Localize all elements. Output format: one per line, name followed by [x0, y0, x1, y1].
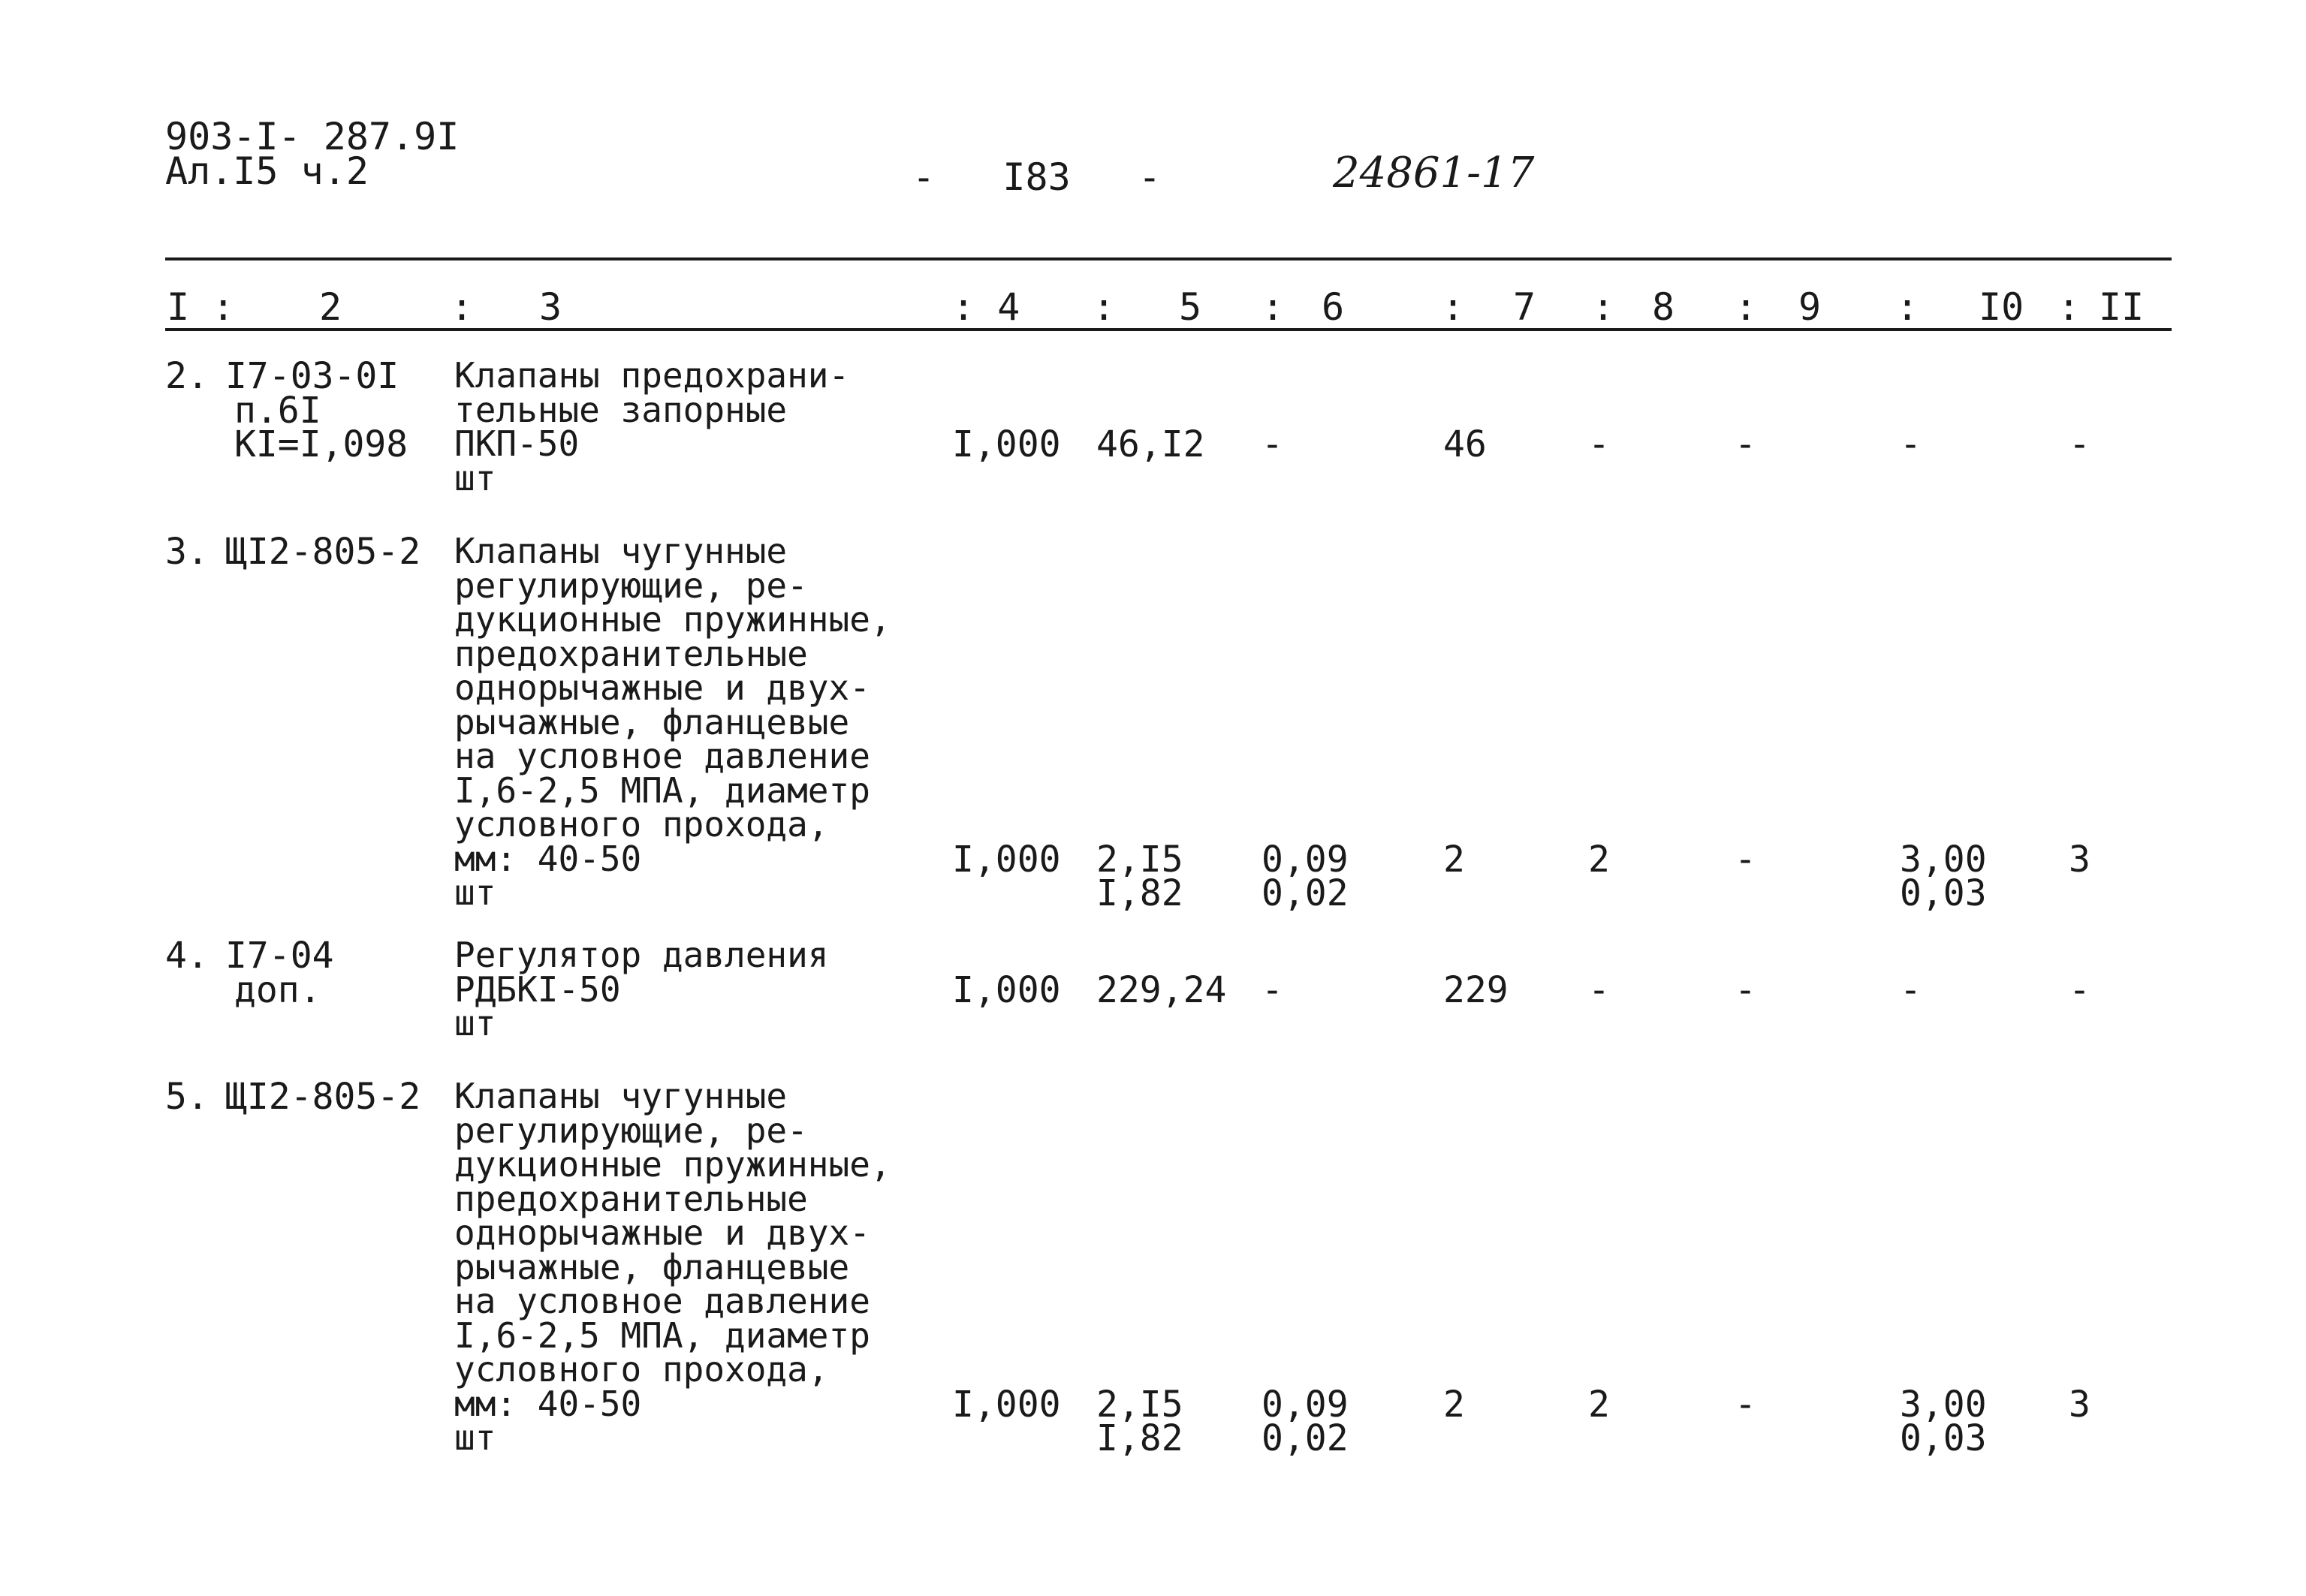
col8-cell: 2	[1588, 1383, 1610, 1426]
col6-cell: 0,09	[1262, 1383, 1349, 1426]
column-header: 8	[1652, 285, 1675, 329]
norm-code: доп.	[234, 968, 321, 1011]
item-description-line: однорычажные и двух-	[454, 1212, 870, 1253]
col10-cell: -	[1900, 423, 1922, 465]
quantity-cell: I,000	[952, 968, 1061, 1011]
column-header: :	[1592, 285, 1615, 329]
item-description-line: шт	[454, 1003, 496, 1043]
price-cell: 2,I5	[1096, 838, 1183, 881]
price-cell: 229,24	[1096, 968, 1227, 1011]
col7-cell: 229	[1443, 968, 1509, 1011]
page-number: - I83 -	[912, 155, 1162, 199]
item-description-line: Регулятор давления	[454, 935, 829, 975]
row-number: 5.	[165, 1076, 209, 1118]
norm-code: I7-03-0I	[225, 355, 399, 397]
item-description-line: тельные запорные	[454, 389, 788, 430]
col6-cell: 0,02	[1262, 1417, 1349, 1459]
item-description-line: Клапаны предохрани-	[454, 355, 850, 396]
column-header: 3	[539, 285, 562, 329]
column-header: :	[1896, 285, 1919, 329]
item-description-line: дукционные пружинные,	[454, 1144, 891, 1185]
column-header: :	[451, 285, 474, 329]
col7-cell: 2	[1443, 1383, 1465, 1426]
item-description-line: предохранительные	[454, 1178, 808, 1219]
col8-cell: -	[1588, 968, 1610, 1011]
item-description-line: Клапаны чугунные	[454, 531, 788, 571]
price-cell: I,82	[1096, 1417, 1183, 1459]
col6-cell: 0,02	[1262, 872, 1349, 914]
norm-code: ЩI2-805-2	[225, 531, 421, 573]
col6-cell: 0,09	[1262, 838, 1349, 881]
norm-code: п.6I	[234, 389, 321, 432]
col7-cell: 46	[1443, 423, 1487, 465]
column-header: : 4	[952, 285, 1020, 329]
column-header: :	[2057, 285, 2081, 329]
item-description-line: I,6-2,5 МПА, диаметр	[454, 769, 870, 811]
item-description-line: шт	[454, 872, 496, 913]
handwritten-number: 24861-17	[1333, 149, 1535, 197]
quantity-cell: I,000	[952, 1383, 1061, 1426]
item-description-line: мм: 40-50	[454, 838, 642, 879]
item-description-line: РДБКI-50	[454, 968, 621, 1010]
item-description-line: предохранительные	[454, 633, 808, 674]
item-description-line: условного прохода,	[454, 804, 829, 845]
quantity-cell: I,000	[952, 838, 1061, 881]
column-header: 7	[1513, 285, 1536, 329]
row-number: 4.	[165, 935, 209, 977]
column-header: I0	[1979, 285, 2024, 329]
item-description-line: однорычажные и двух-	[454, 667, 870, 708]
col7-cell: 2	[1443, 838, 1465, 881]
item-description-line: I,6-2,5 МПА, диаметр	[454, 1314, 870, 1356]
col11-cell: 3	[2069, 1383, 2090, 1426]
price-cell: 2,I5	[1096, 1383, 1183, 1426]
document-code: 903-I- 287.9I	[165, 115, 460, 158]
column-header: I :	[167, 285, 235, 329]
col10-cell: 0,03	[1900, 872, 1987, 914]
item-description-line: дукционные пружинные,	[454, 599, 891, 640]
col6-cell: -	[1262, 968, 1283, 1011]
col10-cell: 3,00	[1900, 1383, 1987, 1426]
norm-code: I7-04	[225, 935, 334, 977]
column-header: 2	[319, 285, 342, 329]
quantity-cell: I,000	[952, 423, 1061, 465]
item-description-line: шт	[454, 1417, 496, 1458]
row-number: 3.	[165, 531, 209, 573]
item-description-line: регулирующие, ре-	[454, 565, 808, 606]
item-description-line: мм: 40-50	[454, 1383, 642, 1424]
price-cell: 46,I2	[1096, 423, 1205, 465]
column-header: :	[1093, 285, 1116, 329]
top-rule	[165, 257, 2172, 260]
col11-cell: -	[2069, 968, 2090, 1011]
col6-cell: -	[1262, 423, 1283, 465]
norm-code: КI=I,098	[234, 423, 408, 465]
column-header: :	[1262, 285, 1285, 329]
column-header: 9	[1798, 285, 1822, 329]
col9-cell: -	[1735, 1383, 1756, 1426]
column-header: :	[1442, 285, 1465, 329]
item-description-line: условного прохода,	[454, 1349, 829, 1390]
item-description-line: ПКП-50	[454, 423, 580, 464]
row-number: 2.	[165, 355, 209, 397]
column-header: II	[2099, 285, 2145, 329]
item-description-line: рычажные, фланцевые	[454, 1246, 850, 1287]
album-reference: Ал.I5 ч.2	[165, 149, 369, 193]
item-description-line: шт	[454, 457, 496, 498]
item-description-line: Клапаны чугунные	[454, 1076, 788, 1116]
col9-cell: -	[1735, 423, 1756, 465]
item-description-line: на условное давление	[454, 736, 870, 776]
col8-cell: 2	[1588, 838, 1610, 881]
column-header: 6	[1322, 285, 1345, 329]
col10-cell: 0,03	[1900, 1417, 1987, 1459]
col11-cell: 3	[2069, 838, 2090, 881]
col9-cell: -	[1735, 968, 1756, 1011]
item-description-line: рычажные, фланцевые	[454, 701, 850, 742]
col10-cell: -	[1900, 968, 1922, 1011]
column-header: 5	[1179, 285, 1202, 329]
col8-cell: -	[1588, 423, 1610, 465]
item-description-line: на условное давление	[454, 1281, 870, 1321]
price-cell: I,82	[1096, 872, 1183, 914]
col9-cell: -	[1735, 838, 1756, 881]
norm-code: ЩI2-805-2	[225, 1076, 421, 1118]
col10-cell: 3,00	[1900, 838, 1987, 881]
col11-cell: -	[2069, 423, 2090, 465]
column-header: :	[1735, 285, 1758, 329]
item-description-line: регулирующие, ре-	[454, 1110, 808, 1151]
